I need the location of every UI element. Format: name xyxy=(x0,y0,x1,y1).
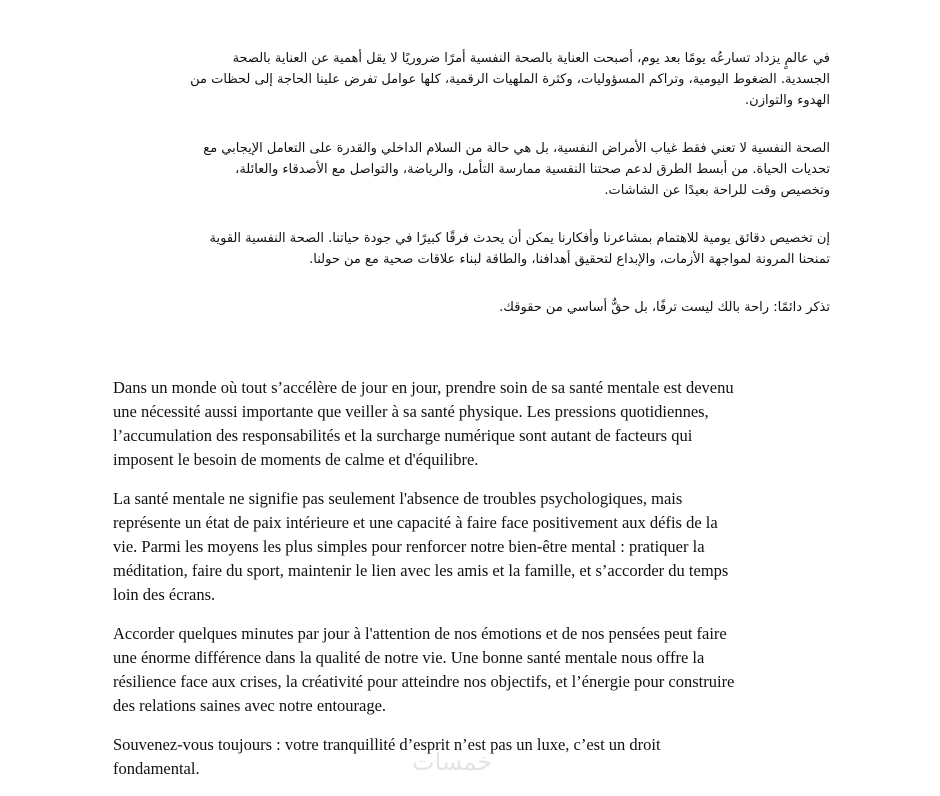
text-line: تحديات الحياة. من أبسط الطرق لدعم صحتنا النفسية ممارسة التأمل، والرياضة، والتواصل مع الأصدقاء والعائلة، xyxy=(235,162,830,177)
text-line: Dans un monde où tout s’accélère de jour en jour, prendre soin de sa santé mentale est devenu xyxy=(113,378,734,397)
paragraph xyxy=(113,228,830,270)
text-line: vie. Parmi les moyens les plus simples pour renforcer notre bien-être mental : pratiquer la xyxy=(113,537,705,556)
text-line: fondamental. xyxy=(113,759,200,778)
watermark-logo: خمسات xyxy=(412,748,493,776)
french-text-block xyxy=(113,376,853,796)
text-line: وتخصيص وقت للراحة بعيدًا عن الشاشات. xyxy=(604,183,830,198)
text-line: des relations saines avec notre entourage. xyxy=(113,696,387,715)
text-line: méditation, faire du sport, maintenir le lien avec les amis et la famille, et s’accorder du temps xyxy=(113,561,729,580)
text-line: في عالمٍ يزداد تسارعُه يومًا بعد يوم، أصبحت العناية بالصحة النفسية أمرًا ضروريًا لا يقل أهمية عن العناية بالصحة xyxy=(232,51,830,66)
text-line: loin des écrans. xyxy=(113,585,216,604)
text-line: La santé mentale ne signifie pas seulement l'absence de troubles psychologiques, mais xyxy=(113,489,683,508)
text-line: الجسدية. الضغوط اليومية، وتراكم المسؤوليات، وكثرة الملهيات الرقمية، كلها عوامل تفرض علينا الحاجة إلى لحظات من xyxy=(190,72,830,87)
paragraph xyxy=(113,487,853,607)
text-line: تمنحنا المرونة لمواجهة الأزمات، والإبداع لتحقيق أهدافنا، والطاقة لبناء علاقات صحية مع من حولنا. xyxy=(309,252,830,267)
paragraph xyxy=(113,48,830,111)
text-line: imposent le besoin de moments de calme et d'équilibre. xyxy=(113,450,479,469)
text-line: une énorme différence dans la qualité de notre vie. Une bonne santé mentale nous offre la xyxy=(113,648,705,667)
text-line: Souvenez-vous toujours : votre tranquillité d’esprit n’est pas un luxe, c’est un droit xyxy=(113,735,661,754)
text-line: une nécessité aussi importante que veiller à sa santé physique. Les pressions quotidiennes, xyxy=(113,402,709,421)
text-line: الهدوء والتوازن. xyxy=(745,93,830,108)
text-line: représente un état de paix intérieure et une capacité à faire face positivement aux défis de la xyxy=(113,513,718,532)
paragraph xyxy=(113,297,830,318)
paragraph xyxy=(113,622,853,718)
paragraph xyxy=(113,376,853,472)
text-line: إن تخصيص دقائق يومية للاهتمام بمشاعرنا وأفكارنا يمكن أن يحدث فرقًا كبيرًا في جودة حياتنا. الصحة النفسية القوية xyxy=(209,231,830,246)
text-line: l’accumulation des responsabilités et la surcharge numérique sont autant de facteurs qui xyxy=(113,426,693,445)
paragraph xyxy=(113,138,830,201)
text-line: الصحة النفسية لا تعني فقط غياب الأمراض النفسية، بل هي حالة من السلام الداخلي والقدرة على التعامل الإيجابي مع xyxy=(203,141,830,156)
text-line: résilience face aux crises, la créativité pour atteindre nos objectifs, et l’énergie pour construire xyxy=(113,672,735,691)
text-line: تذكر دائمًا: راحة بالك ليست ترفًا، بل حقٌّ أساسي من حقوقك. xyxy=(499,300,830,315)
text-line: Accorder quelques minutes par jour à l'attention de nos émotions et de nos pensées peut faire xyxy=(113,624,727,643)
arabic-text-block xyxy=(113,48,830,345)
